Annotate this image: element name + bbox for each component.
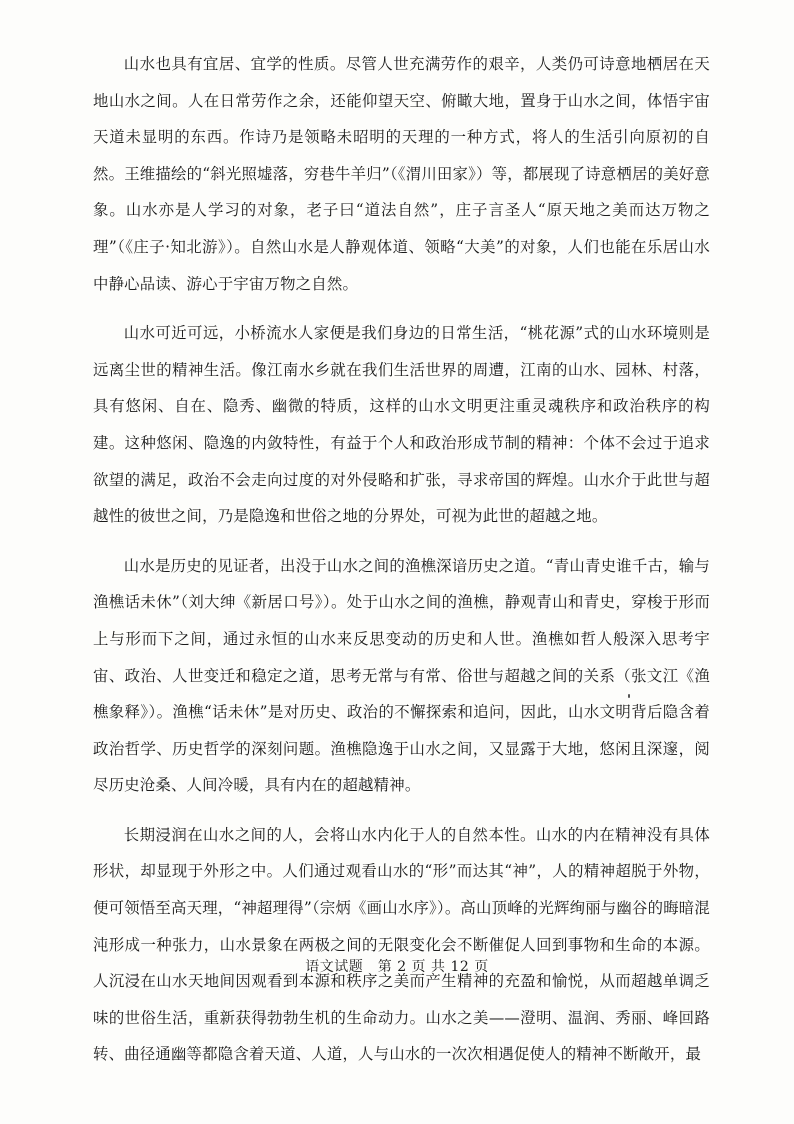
article-body — [93, 46, 710, 1086]
paragraph-3: 山水是历史的见证者，出没于山水之间的渔樵深谙历史之道。“青山青史谁千古，输与渔樵话未休”（刘大绅《新居口号》）。处于山水之间的渔樵，静观青山和青史，穿梭于形而上与形而下之间，通过永恒的山水来反思变动的历史和人世。渔樵如哲人般深入思考宇宙、政治、人世变迁和稳定之道，思考无常与有常、俗世与超越之间的关系（张文江《渔樵象释》）。渔樵“话未休”是对历史、政治的不懈探索和追问，因此，山水文明背后隐含着政治哲学、历史哲学的深刻问题。渔樵隐逸于山水之间，又显露于大地，悠闲且深邃，阅尽历史沧桑、人间冷暖，具有内在的超越精神。 — [93, 556, 710, 795]
page-footer: 语文试题 第 2 页 共 12 页 — [305, 959, 489, 975]
paragraph-2: 山水可近可远，小桥流水人家便是我们身边的日常生活，“桃花源”式的山水环境则是远离尘世的精神生活。像江南水乡就在我们生活世界的周遭，江南的山水、园林、村落，具有悠闲、自在、隐秀、幽微的特质，这样的山水文明更注重灵魂秩序和政治秩序的构建。这种悠闲、隐逸的内敛特性，有益于个人和政治形成节制的精神：个体不会过于追求欲望的满足，政治不会走向过度的对外侵略和扩张，寻求帝国的辉煌。山水介于此世与超越性的彼世之间，乃是隐逸和世俗之地的分界处，可视为此世的超越之地。 — [93, 324, 710, 526]
paragraph-1: 山水也具有宜居、宜学的性质。尽管人世充满劳作的艰辛，人类仍可诗意地栖居在天地山水之间。人在日常劳作之余，还能仰望天空、俯瞰大地，置身于山水之间，体悟宇宙天道未显明的东西。作诗乃是领略未昭明的天理的一种方式，将人的生活引向原初的自然。王维描绘的“斜光照墟落，穷巷牛羊归”（《渭川田家》）等，都展现了诗意栖居的美好意象。山水亦是人学习的对象，老子曰“道法自然”，庄子言圣人“原天地之美而达万物之理”（《庄子·知北游》）。自然山水是人静观体道、领略“大美”的对象，人们也能在乐居山水中静心品读、游心于宇宙万物之自然。 — [93, 55, 710, 293]
paragraph-4: 长期浸润在山水之间的人，会将山水内化于人的自然本性。山水的内在精神没有具体形状，却显现于外形之中。人们通过观看山水的“形”而达其“神”，人的精神超脱于外物，便可领悟至高天理，“神超理得”（宗炳《画山水序》）。高山顶峰的光辉绚丽与幽谷的晦暗混沌形成一种张力，山水景象在两极之间的无限变化会不断催促人回到事物和生命的本源。人沉浸在山水天地间因观看到本源和秩序之美而产生精神的充盈和愉悦，从而超越单调乏味的世俗生活，重新获得勃勃生机的生命动力。山水之美——澄明、温润、秀丽、峰回路转、曲径通幽等都隐含着天道、人道，人与山水的一次次相遇促使人的精神不断敞开，最 — [93, 825, 710, 1064]
scan-speck — [628, 694, 630, 698]
